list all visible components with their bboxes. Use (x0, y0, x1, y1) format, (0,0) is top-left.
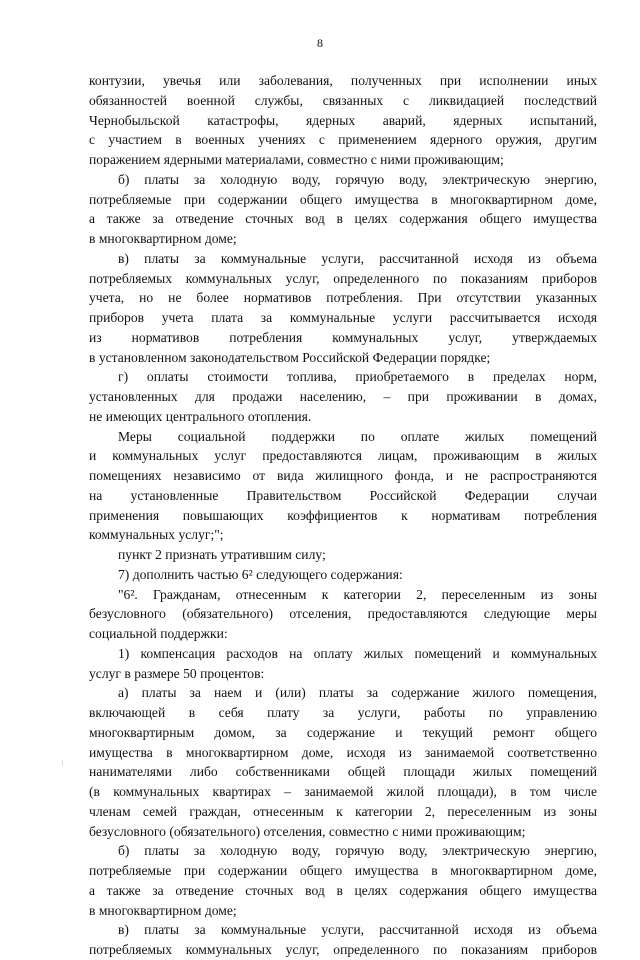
text-line: Чернобыльской катастрофы, ядерных аварий, ядерных испытаний, (89, 112, 597, 128)
text-line: коммунальных услуг;"; (89, 527, 224, 543)
text-line: 7) дополнить частью 6² следующего содержания: (118, 566, 403, 582)
text-line: а) платы за наем и (или) платы за содержание жилого помещения, (118, 685, 597, 701)
text-line: в) платы за коммунальные услуги, рассчитанной исходя из объема (118, 922, 597, 938)
text-line: потребляемых коммунальных услуг, определенного по показаниям приборов (89, 270, 597, 286)
text-line: в установленном законодательством Российской Федерации порядке; (89, 349, 491, 365)
text-line: из нормативов потребления коммунальных услуг, утверждаемых (89, 329, 597, 345)
text-line: на установленные Правительством Российской Федерации случаи (89, 487, 597, 503)
text-line: в) платы за коммунальные услуги, рассчитанной исходя из объема (118, 250, 597, 266)
scan-mark (62, 760, 63, 766)
text-line: социальной поддержки: (89, 626, 228, 641)
body-text (89, 71, 597, 960)
text-line: помещениях независимо от вида жилищного фонда, и не распространяются (89, 468, 597, 483)
text-line: потребляемые при содержании общего имущества в многоквартирном доме, (89, 863, 597, 878)
text-line: в многоквартирном доме; (89, 902, 237, 918)
text-line: Меры социальной поддержки по оплате жилых помещений (118, 428, 597, 444)
text-line: потребляемых коммунальных услуг, определенного по показаниям приборов (89, 942, 597, 957)
text-line: (в коммунальных квартирах – занимаемой жилой площади), в том числе (89, 784, 597, 799)
text-line: б) платы за холодную воду, горячую воду, электрическую энергию, (118, 171, 597, 187)
text-line: а также за отведение сточных вод в целях содержания общего имущества (89, 211, 597, 227)
text-line: установленных для продажи населению, – при проживании в домах, (89, 389, 597, 404)
text-line: обязанностей военной службы, связанных с ликвидацией последствий (89, 92, 597, 108)
text-line: в многоквартирном доме; (89, 231, 237, 246)
text-line: применения повышающих коэффициентов к нормативам потребления (89, 507, 597, 523)
text-line: приборов учета плата за коммунальные услуги рассчитывается исходя (89, 310, 597, 325)
text-line: безусловного (обязательного) отселения, предоставляются следующие меры (89, 606, 597, 622)
text-line: контузии, увечья или заболевания, полученных при исполнении иных (89, 73, 597, 88)
text-line: а также за отведение сточных вод в целях содержания общего имущества (89, 882, 597, 898)
text-line: включающей в себя плату за услуги, работы по управлению (89, 705, 597, 720)
text-line: потребляемые при содержании общего имущества в многоквартирном доме, (89, 191, 597, 207)
text-line: с участием в военных учениях с применением ядерного оружия, другим (89, 132, 597, 148)
text-line: многоквартирным домом, за содержание и текущий ремонт общего (89, 724, 597, 740)
text-line: г) оплаты стоимости топлива, приобретаемого в пределах норм, (118, 369, 597, 385)
text-line: пункт 2 признать утратившим силу; (118, 547, 326, 562)
text-line: безусловного (обязательного) отселения, совместно с ними проживающим; (89, 823, 526, 839)
text-line: услуг в размере 50 процентов: (89, 665, 265, 681)
text-line: поражением ядерными материалами, совместно с ними проживающим; (89, 152, 504, 167)
text-line: не имеющих центрального отопления. (89, 408, 312, 424)
page-number: 8 (317, 36, 323, 50)
text-line: учета, но не более нормативов потребления. При отсутствии указанных (89, 290, 597, 306)
text-line: нанимателями либо собственниками общей площади жилых помещений (89, 764, 597, 780)
text-line: и коммунальных услуг предоставляются лицам, проживающим в жилых (89, 448, 597, 464)
text-line: имущества в многоквартирном доме, исходя из занимаемой соответственно (89, 744, 597, 760)
text-line: 1) компенсация расходов на оплату жилых помещений и коммунальных (118, 645, 597, 661)
text-line: б) платы за холодную воду, горячую воду, электрическую энергию, (118, 843, 597, 859)
text-line: членам семей граждан, отнесенным к категории 2, переселенным из зоны (89, 803, 597, 819)
text-line: "6². Гражданам, отнесенным к категории 2, переселенным из зоны (118, 586, 597, 602)
